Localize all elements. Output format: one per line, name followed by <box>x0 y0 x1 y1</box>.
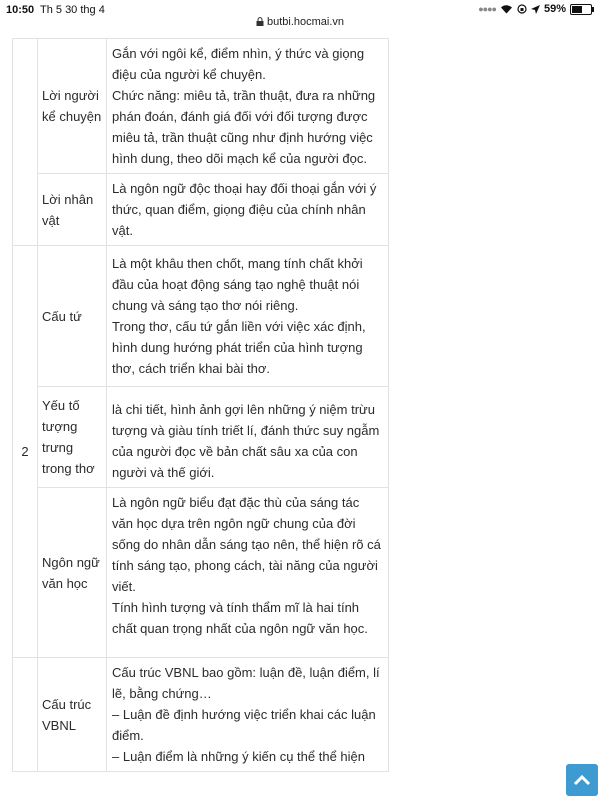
description-paragraph: – Luận điểm là những ý kiến cụ thể thể hiện <box>112 749 365 764</box>
term-cell: Ngôn ngữ văn học <box>38 488 107 658</box>
term-cell: Yếu tố tượng trưng trong thơ <box>38 387 107 488</box>
description-paragraph: là chi tiết, hình ảnh gợi lên những ý niệm trừu tượng và giàu tính triết lí, đánh thức suy ngẫm của người đọc về bản chất sâu xa của con người và thế giới. <box>112 402 380 480</box>
description-cell <box>107 39 389 174</box>
content-table <box>12 38 389 772</box>
row-number-cell <box>13 658 38 772</box>
term-cell: Cấu tứ <box>38 246 107 387</box>
battery-percent: 59% <box>543 3 566 15</box>
wifi-icon <box>500 4 513 14</box>
table-row <box>13 658 389 772</box>
term-cell: Lời người kể chuyện <box>38 39 107 174</box>
description-paragraph: Cấu trúc VBNL bao gồm: luận đề, luận điểm, lí lẽ, bằng chứng… <box>112 665 380 701</box>
description-cell <box>107 488 389 658</box>
description-cell <box>107 658 389 772</box>
description-cell <box>107 387 389 488</box>
status-bar <box>0 0 600 28</box>
battery-icon <box>570 4 592 15</box>
description-cell <box>107 246 389 387</box>
status-time: 10:50 <box>6 4 35 16</box>
table-row <box>13 174 389 246</box>
row-number-cell <box>13 39 38 246</box>
scroll-to-top-button[interactable] <box>566 764 598 796</box>
description-paragraph: Là ngôn ngữ độc thoại hay đối thoại gắn với ý thức, quan điểm, giọng điệu của chính nhân vật. <box>112 181 377 238</box>
orientation-lock-icon <box>517 4 527 14</box>
term-cell: Lời nhân vật <box>38 174 107 246</box>
address-bar[interactable] <box>0 16 600 28</box>
lock-icon <box>256 17 264 26</box>
status-date: Th 5 30 thg 4 <box>40 4 105 16</box>
table-row <box>13 488 389 658</box>
description-paragraph: Gắn với ngôi kể, điểm nhìn, ý thức và giọng điệu của người kể chuyện. <box>112 46 365 82</box>
description-paragraph: Tính hình tượng và tính thẩm mĩ là hai tính chất quan trọng nhất của ngôn ngữ văn học. <box>112 600 368 636</box>
cellular-dots-icon: ●●●● <box>478 4 496 14</box>
chevron-up-icon <box>573 774 591 786</box>
table-row <box>13 39 389 174</box>
url-text: butbi.hocmai.vn <box>267 16 345 28</box>
description-cell <box>107 174 389 246</box>
row-number-cell: 2 <box>13 246 38 658</box>
description-paragraph: Trong thơ, cấu tứ gắn liền với việc xác định, hình dung hướng phát triển của hình tượng thơ, cách triển khai bài thơ. <box>112 319 366 376</box>
description-paragraph: – Luận đề định hướng việc triển khai các luận điểm. <box>112 707 376 743</box>
status-indicators <box>478 3 592 15</box>
location-icon <box>531 5 540 14</box>
table-row <box>13 246 389 387</box>
description-paragraph: Chức năng: miêu tả, trần thuật, đưa ra những phán đoán, đánh giá đối với đối tượng được miêu tả, trần thuật cũng như định hướng việc hình dung, theo dõi mạch kể của người đọc. <box>112 88 376 166</box>
table-row <box>13 387 389 488</box>
description-paragraph: Là một khâu then chốt, mang tính chất khởi đầu của hoạt động sáng tạo nghệ thuật nói chung và sáng tạo thơ nói riêng. <box>112 256 363 313</box>
term-cell: Cấu trúc VBNL <box>38 658 107 772</box>
description-paragraph: Là ngôn ngữ biểu đạt đặc thù của sáng tác văn học dựa trên ngôn ngữ chung của đời sống do nhân dẫn sáng tạo nên, thể hiện rõ cá tính sáng tạo, phong cách, tài năng của người viết. <box>112 495 381 594</box>
